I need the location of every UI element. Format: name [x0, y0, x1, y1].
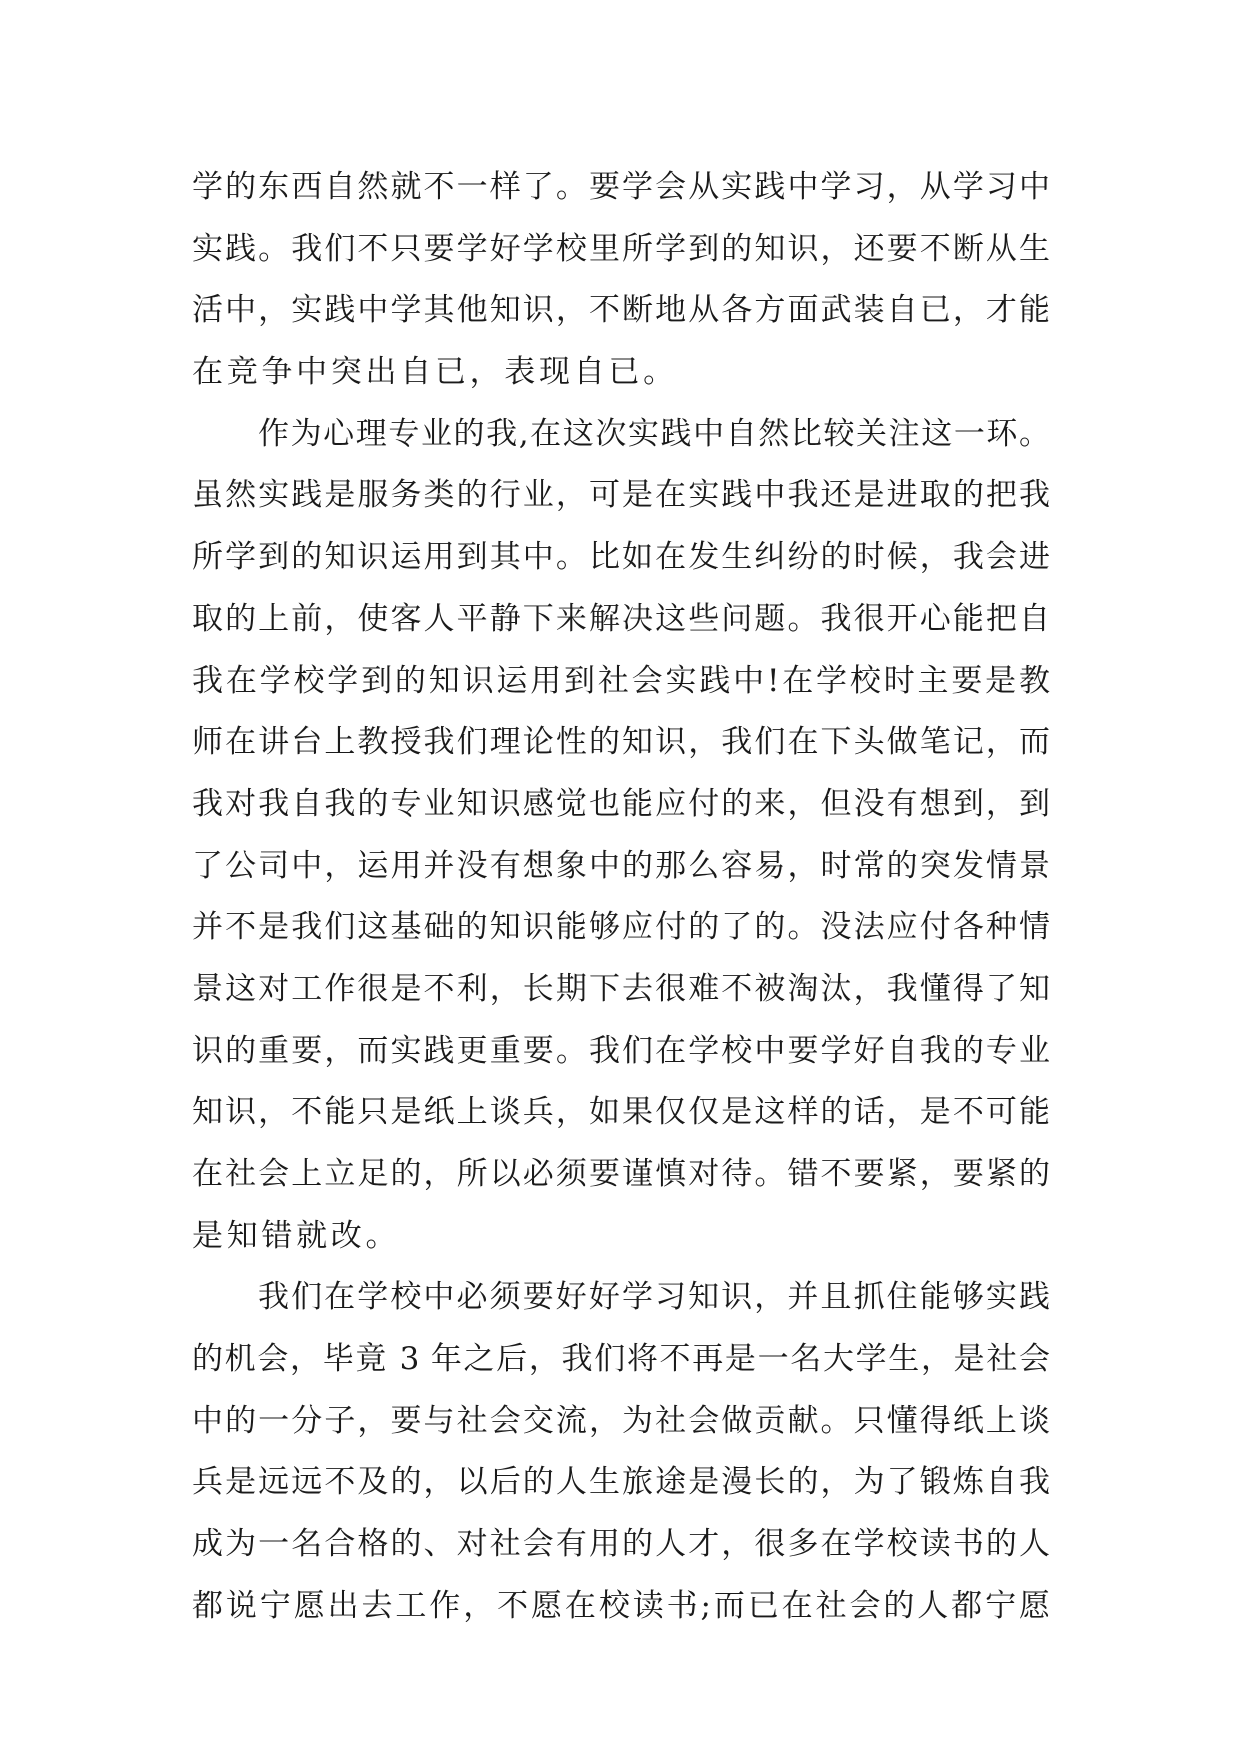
text-line: 知识，不能只是纸上谈兵，如果仅仅是这样的话，是不可能: [192, 1094, 1050, 1131]
text-line: 在社会上立足的，所以必须要谨慎对待。错不要紧，要紧的: [192, 1156, 1050, 1192]
text-line: 学的东西自然就不一样了。要学会从实践中学习，从学习中: [192, 169, 1050, 205]
paragraph: [192, 1267, 1050, 1637]
paragraph: [192, 404, 1050, 1268]
text-line: 识的重要，而实践更重要。我们在学校中要学好自我的专业: [192, 1032, 1050, 1069]
text-line: 并不是我们这基础的知识能够应付的了的。没法应付各种情: [192, 909, 1050, 946]
text-line: 成为一名合格的、对社会有用的人才，很多在学校读书的人: [192, 1526, 1050, 1563]
text-line: 师在讲台上教授我们理论性的知识，我们在下头做笔记，而: [192, 724, 1050, 761]
paragraph: [192, 157, 1050, 404]
text-line: 我对我自我的专业知识感觉也能应付的来，但没有想到，到: [192, 785, 1050, 822]
text-line: 我们在学校中必须要好好学习知识，并且抓住能够实践: [258, 1279, 1050, 1316]
text-line: 是知错就改。: [192, 1217, 401, 1254]
text-line: 虽然实践是服务类的行业，可是在实践中我还是进取的把我: [192, 477, 1050, 514]
text-line: 作为心理专业的我,在这次实践中自然比较关注这一环。: [258, 415, 1050, 452]
text-line: 的机会，毕竟 3 年之后，我们将不再是一名大学生，是社会: [192, 1341, 1050, 1378]
text-line: 兵是远远不及的，以后的人生旅途是漫长的，为了锻炼自我: [192, 1464, 1050, 1501]
text-line: 活中，实践中学其他知识，不断地从各方面武装自已，才能: [192, 292, 1050, 329]
text-line: 了公司中，运用并没有想象中的那么容易，时常的突发情景: [192, 847, 1050, 884]
text-line: 在竞争中突出自已，表现自已。: [192, 354, 678, 391]
text-line: 我在学校学到的知识运用到社会实践中!在学校时主要是教: [192, 662, 1050, 699]
text-line: 景这对工作很是不利，长期下去很难不被淘汰，我懂得了知: [192, 970, 1050, 1007]
text-line: 取的上前，使客人平静下来解决这些问题。我很开心能把自: [192, 600, 1050, 637]
text-line: 实践。我们不只要学好学校里所学到的知识，还要不断从生: [192, 230, 1050, 267]
text-line: 所学到的知识运用到其中。比如在发生纠纷的时候，我会进: [192, 539, 1050, 576]
body-text: [192, 157, 1050, 1638]
text-line: 都说宁愿出去工作，不愿在校读书;而已在社会的人都宁愿: [192, 1587, 1050, 1624]
text-line: 中的一分子，要与社会交流，为社会做贡献。只懂得纸上谈: [192, 1402, 1050, 1439]
